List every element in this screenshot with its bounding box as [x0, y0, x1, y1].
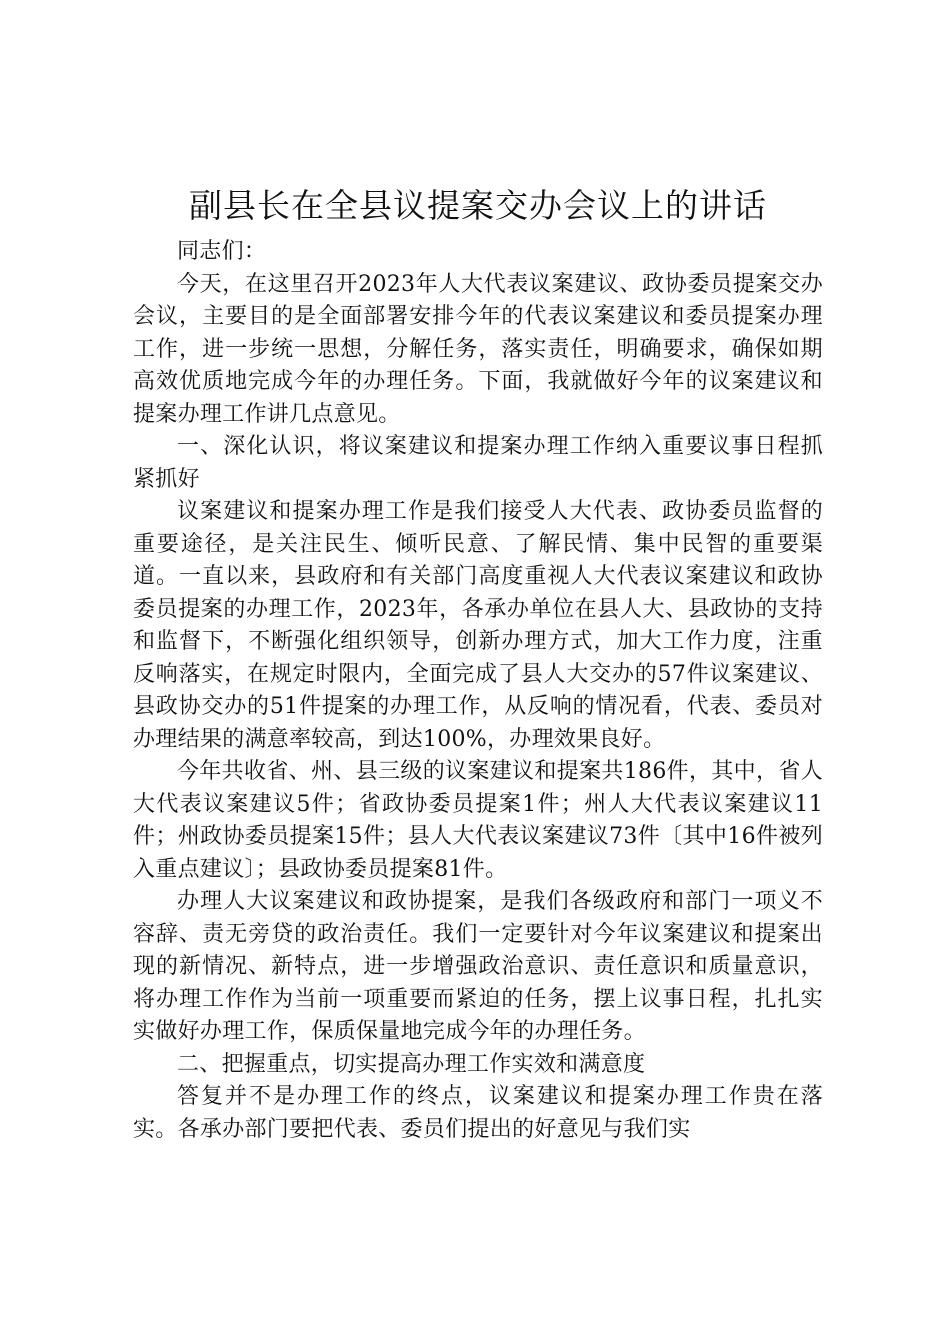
- salutation: 同志们：: [177, 239, 267, 264]
- section-heading-1: 一、深化认识，将议案建议和提案办理工作纳入重要议事日程抓紧抓好: [133, 434, 823, 492]
- body-paragraph: 今年共收省、州、县三级的议案建议和提案共186件，其中，省人大代表议案建议5件；省政协委员提案1件；州人大代表议案建议11件；州政协委员提案15件；县人大代表议案建议73件〔其中16件被列入重点建议〕；县政协委员提案81件。: [133, 759, 823, 882]
- body-paragraph: 议案建议和提案办理工作是我们接受人大代表、政协委员监督的重要途径，是关注民生、倾听民意、了解民情、集中民智的重要渠道。一直以来，县政府和有关部门高度重视人大代表议案建议和政协委员提案的办理工作，2023年，各承办单位在县人大、县政协的支持和监督下，不断强化组织领导，创新办理方式，加大工作力度，注重反响落实，在规定时限内，全面完成了县人大交办的57件议案建议、县政协交办的51件提案的办理工作，从反响的情况看，代表、委员对办理结果的满意率较高，到达100%，办理效果良好。: [133, 499, 823, 752]
- body-paragraph: 办理人大议案建议和政协提案，是我们各级政府和部门一项义不容辞、责无旁贷的政治责任。我们一定要针对今年议案建议和提案出现的新情况、新特点，进一步增强政治意识、责任意识和质量意识，将办理工作作为当前一项重要而紧迫的任务，摆上议事日程，扎扎实实做好办理工作，保质保量地完成今年的办理任务。: [133, 889, 823, 1044]
- body-paragraph: 答复并不是办理工作的终点，议案建议和提案办理工作贵在落实。各承办部门要把代表、委员们提出的好意见与我们实: [133, 1084, 823, 1142]
- document-body: [133, 180, 823, 1146]
- section-heading-2: 二、把握重点，切实提高办理工作实效和满意度: [177, 1051, 646, 1077]
- intro-paragraph: 今天，在这里召开2023年人大代表议案建议、政协委员提案交办会议，主要目的是全面部署安排今年的代表议案建议和委员提案办理工作，进一步统一思想，分解任务，落实责任，明确要求，确保如期高效优质地完成今年的办理任务。下面，我就做好今年的议案建议和提案办理工作讲几点意见。: [133, 271, 823, 427]
- document-title: 副县长在全县议提案交办会议上的讲话: [189, 186, 767, 225]
